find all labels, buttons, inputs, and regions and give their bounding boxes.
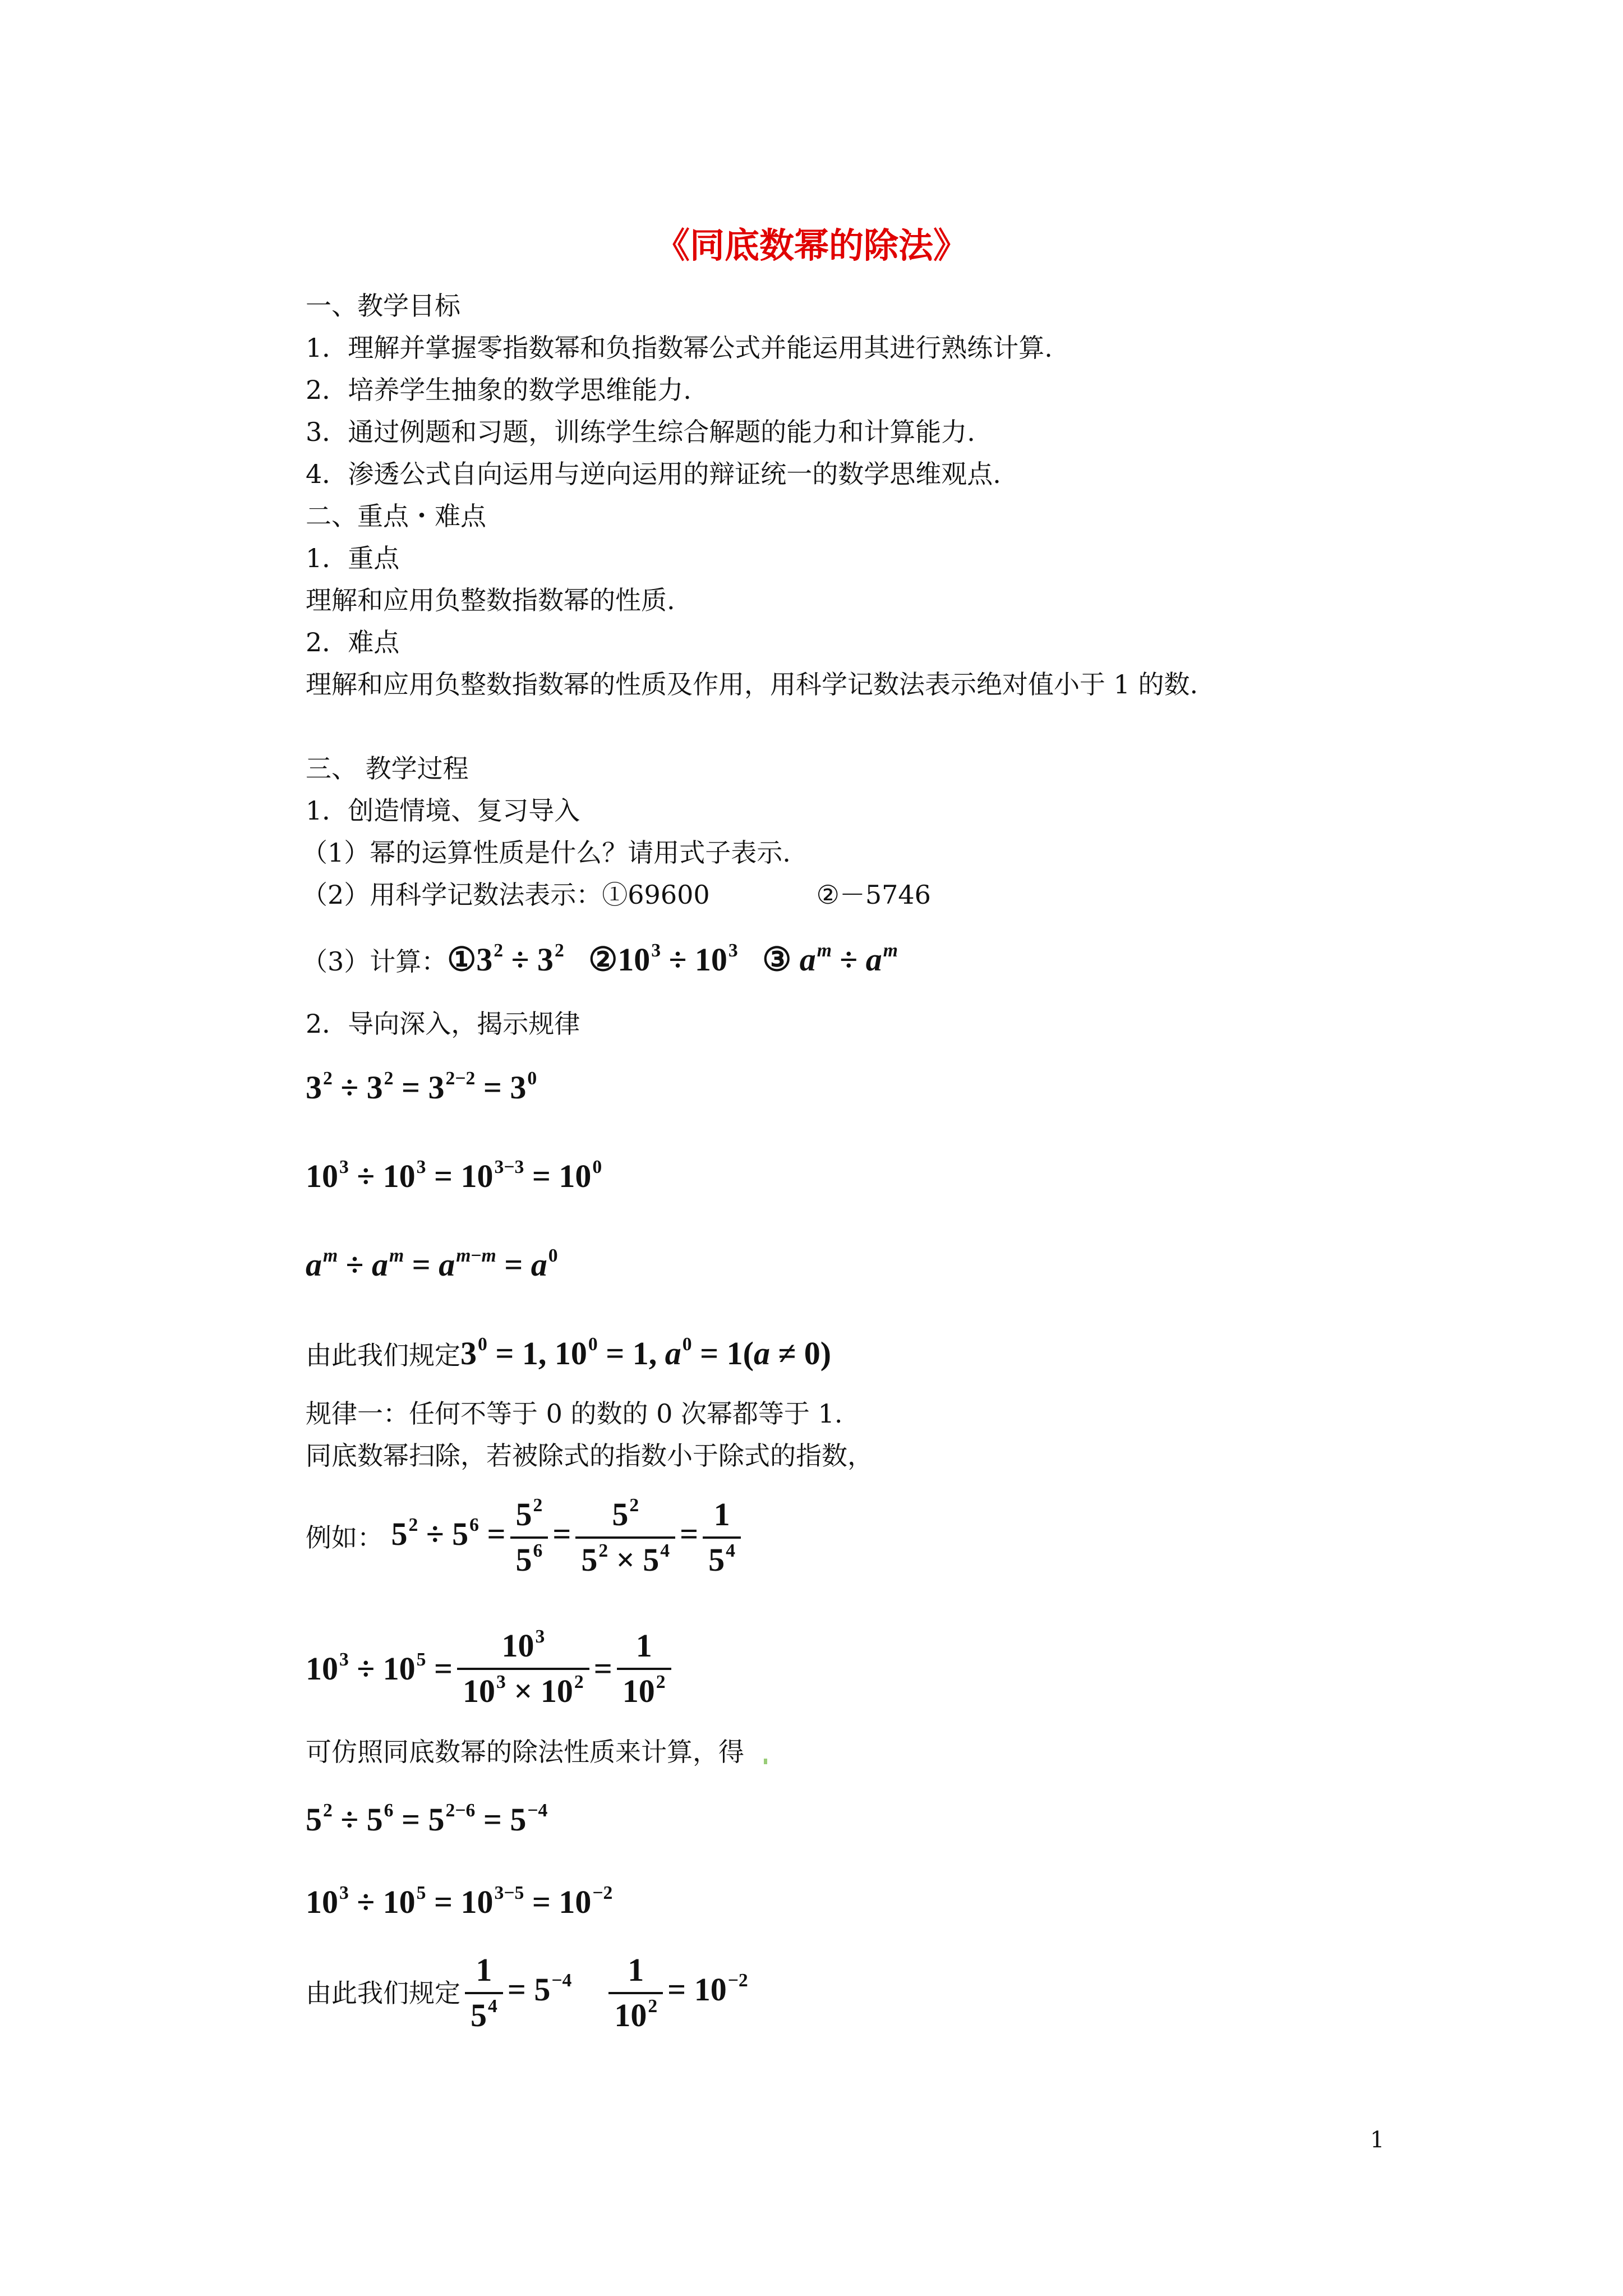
- step-2-heading: 2．导向深入，揭示规律: [306, 1009, 580, 1039]
- question-2: [302, 882, 931, 908]
- rule-one-text: 规律一：任何不等于 0 的数的 0 次幂都等于 1.: [306, 1398, 843, 1429]
- equation-10-power-zero: $10^3 \div 10^3 = 10^{3-3} = 10^0$: [306, 1156, 602, 1194]
- equation-3-power-zero: $3^2 \div 3^2 = 3^{2-2} = 3^0$: [306, 1068, 537, 1106]
- example-fraction-10: $10^3 \div 10^5$ = $\frac{10^3}{10^3 \times 10^2}$ = $\frac{1}{10^2}$: [306, 1628, 676, 1710]
- question-2-prefix: （2）用科学记数法表示：: [302, 880, 602, 910]
- rule-prefix: 由此我们规定: [306, 1340, 460, 1370]
- note-division-property: 可仿照同底数幂的除法性质来计算，得: [306, 1737, 744, 1767]
- question-2-part-b: ②－5746: [816, 880, 931, 910]
- print-speck: [764, 1759, 767, 1764]
- key-point-label: 1．重点: [306, 543, 400, 573]
- note-smaller-exponent: 同底数幂扫除，若被除式的指数小于除式的指数，: [306, 1441, 873, 1471]
- equation-10-negative-power: $10^3 \div 10^5 = 10^{3-5} = 10^{-2}$: [306, 1882, 613, 1920]
- question-1: （1）幂的运算性质是什么？请用式子表示.: [302, 838, 791, 868]
- section-heading-objectives: 一、教学目标: [306, 291, 460, 321]
- question-3: [302, 940, 898, 978]
- question-3-prefix: （3）计算：: [302, 946, 448, 977]
- rule-negative-exponent: 由此我们规定 $\frac{1}{5^4}$ = $5^{-4}$ $\frac{1}{10^2}$ = $10^{-2}$: [306, 1952, 748, 2033]
- document-title: 《同底数幂的除法》: [654, 225, 968, 266]
- equation-5-negative-power: $5^2 \div 5^6 = 5^{2-6} = 5^{-4}$: [306, 1800, 548, 1838]
- question-3-expressions: $①3^2 \div 3^2$ $②10^3 \div 10^3$ ③ $a^m \div a^m$: [447, 940, 898, 978]
- objective-item: 1．理解并掌握零指数幂和负指数幂公式并能运用其进行熟练计算.: [306, 333, 1053, 363]
- difficult-point-text: 理解和应用负整数指数幂的性质及作用，用科学记数法表示绝对值小于 1 的数.: [306, 669, 1198, 700]
- equation-a-power-zero: $a^m \div a^m = a^{m-m} = a^0$: [306, 1245, 558, 1283]
- step-1-heading: 1．创造情境、复习导入: [306, 795, 580, 826]
- rule-zero-exponent: [306, 1333, 832, 1372]
- section-heading-key-points: 二、重点・难点: [306, 501, 486, 531]
- question-2-part-a: ①69600: [602, 880, 710, 910]
- difficult-point-label: 2．难点: [306, 627, 400, 657]
- page-number: 1: [1370, 2127, 1385, 2153]
- objective-item: 3．通过例题和习题，训练学生综合解题的能力和计算能力.: [306, 417, 975, 447]
- example-prefix: 例如：: [306, 1522, 383, 1553]
- rule-zero-formula: $3^0 = 1$, $10^0 = 1$, $a^0 = 1(a \ne 0)$: [460, 1333, 832, 1372]
- key-point-text: 理解和应用负整数指数幂的性质.: [306, 585, 675, 615]
- objective-item: 2．培养学生抽象的数学思维能力.: [306, 375, 691, 405]
- section-heading-process: 三、 教学过程: [306, 753, 469, 784]
- example-fraction-5: 例如： $5^2 \div 5^6$ = $\frac{5^2}{5^6}$ = $\frac{5^2}{5^2 \times 5^4}$ = $\frac{1}{5^4}$: [306, 1497, 745, 1579]
- objective-item: 4．渗透公式自向运用与逆向运用的辩证统一的数学思维观点.: [306, 459, 1001, 489]
- rule-2-prefix: 由此我们规定: [306, 1977, 460, 2008]
